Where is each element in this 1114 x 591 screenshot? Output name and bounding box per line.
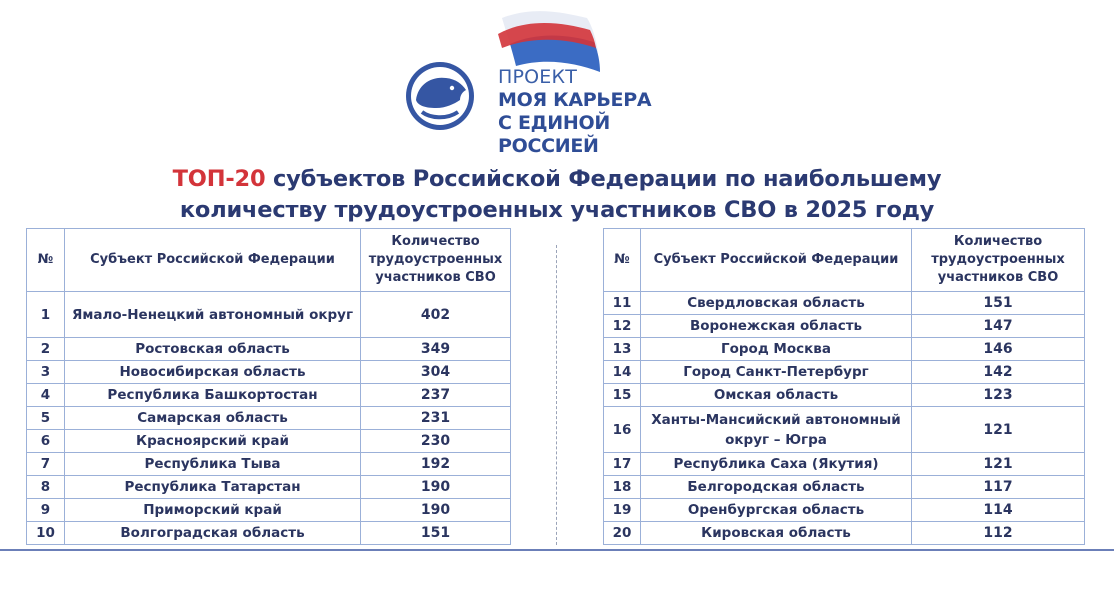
rank-cell: 2 [27,338,65,361]
rank-cell: 12 [604,315,641,338]
region-cell: Республика Татарстан [65,476,361,499]
region-cell: Новосибирская область [65,361,361,384]
table-row [604,453,1085,476]
count-cell: 231 [361,407,511,430]
header-num: № [604,229,641,292]
rank-cell: 3 [27,361,65,384]
count-cell: 121 [912,453,1085,476]
header-region: Субъект Российской Федерации [65,229,361,292]
bear-emblem-icon [406,62,474,130]
table-divider [556,245,557,545]
region-cell: Город Санкт-Петербург [641,361,912,384]
rank-cell: 4 [27,384,65,407]
rank-cell: 1 [27,292,65,338]
count-cell: 230 [361,430,511,453]
count-cell: 237 [361,384,511,407]
logo-line-3: С ЕДИНОЙ РОССИЕЙ [498,112,610,157]
count-cell: 123 [912,384,1085,407]
count-cell: 190 [361,499,511,522]
table-row [604,292,1085,315]
title-line-1-rest: субъектов Российской Федерации по наибольшему [265,166,942,192]
logo-text [498,66,712,158]
bottom-rule [0,549,1114,551]
count-cell: 146 [912,338,1085,361]
count-cell: 190 [361,476,511,499]
table-row [604,361,1085,384]
rank-cell: 14 [604,361,641,384]
rank-cell: 10 [27,522,65,545]
count-cell: 192 [361,453,511,476]
rank-cell: 19 [604,499,641,522]
table-row [604,315,1085,338]
rank-cell: 6 [27,430,65,453]
region-cell: Приморский край [65,499,361,522]
region-cell: Республика Саха (Якутия) [641,453,912,476]
table-row [27,476,511,499]
count-cell: 117 [912,476,1085,499]
title-highlight: ТОП-20 [172,166,266,192]
region-cell: Ростовская область [65,338,361,361]
logo-line-2: МОЯ КАРЬЕРА [498,89,652,111]
rank-cell: 8 [27,476,65,499]
count-cell: 112 [912,522,1085,545]
table-row [27,407,511,430]
count-cell: 402 [361,292,511,338]
rank-cell: 20 [604,522,641,545]
table-row [604,338,1085,361]
table-row [604,407,1085,453]
table-row [604,476,1085,499]
count-cell: 151 [912,292,1085,315]
region-cell: Город Москва [641,338,912,361]
region-cell: Республика Тыва [65,453,361,476]
region-cell: Омская область [641,384,912,407]
rank-cell: 5 [27,407,65,430]
rank-cell: 13 [604,338,641,361]
region-cell: Волгоградская область [65,522,361,545]
rank-cell: 17 [604,453,641,476]
region-cell: Белгородская область [641,476,912,499]
region-cell: Красноярский край [65,430,361,453]
table-row [27,384,511,407]
rank-cell: 15 [604,384,641,407]
count-cell: 121 [912,407,1085,453]
rank-cell: 18 [604,476,641,499]
region-cell: Ямало-Ненецкий автономный округ [65,292,361,338]
count-cell: 147 [912,315,1085,338]
page-title [0,164,1114,226]
table-header-row [27,229,511,292]
table-row [27,338,511,361]
rank-cell: 9 [27,499,65,522]
region-cell: Свердловская область [641,292,912,315]
title-line-1 [0,164,1114,195]
count-cell: 142 [912,361,1085,384]
table-row [604,384,1085,407]
rank-cell: 11 [604,292,641,315]
header-count: Количество трудоустроенных участников СВО [361,229,511,292]
table-row [27,499,511,522]
rank-cell: 16 [604,407,641,453]
region-cell: Ханты-Мансийский автономный округ – Югра [641,407,912,453]
count-cell: 151 [361,522,511,545]
table-row [27,292,511,338]
region-cell: Воронежская область [641,315,912,338]
header-num: № [27,229,65,292]
header-count: Количество трудоустроенных участников СВО [912,229,1085,292]
table-row [27,430,511,453]
table-header-row [604,229,1085,292]
table-row [604,499,1085,522]
table-row [27,522,511,545]
title-line-2: количеству трудоустроенных участников СВО в 2025 году [179,197,935,223]
table-row [604,522,1085,545]
count-cell: 114 [912,499,1085,522]
ranking-table-right [603,228,1085,545]
region-cell: Кировская область [641,522,912,545]
project-logo [402,4,712,157]
table-row [27,361,511,384]
region-cell: Оренбургская область [641,499,912,522]
rank-cell: 7 [27,453,65,476]
region-cell: Республика Башкортостан [65,384,361,407]
ranking-table-left [26,228,511,545]
count-cell: 349 [361,338,511,361]
header-region: Субъект Российской Федерации [641,229,912,292]
logo-line-1: ПРОЕКТ [498,66,577,88]
count-cell: 304 [361,361,511,384]
table-row [27,453,511,476]
region-cell: Самарская область [65,407,361,430]
